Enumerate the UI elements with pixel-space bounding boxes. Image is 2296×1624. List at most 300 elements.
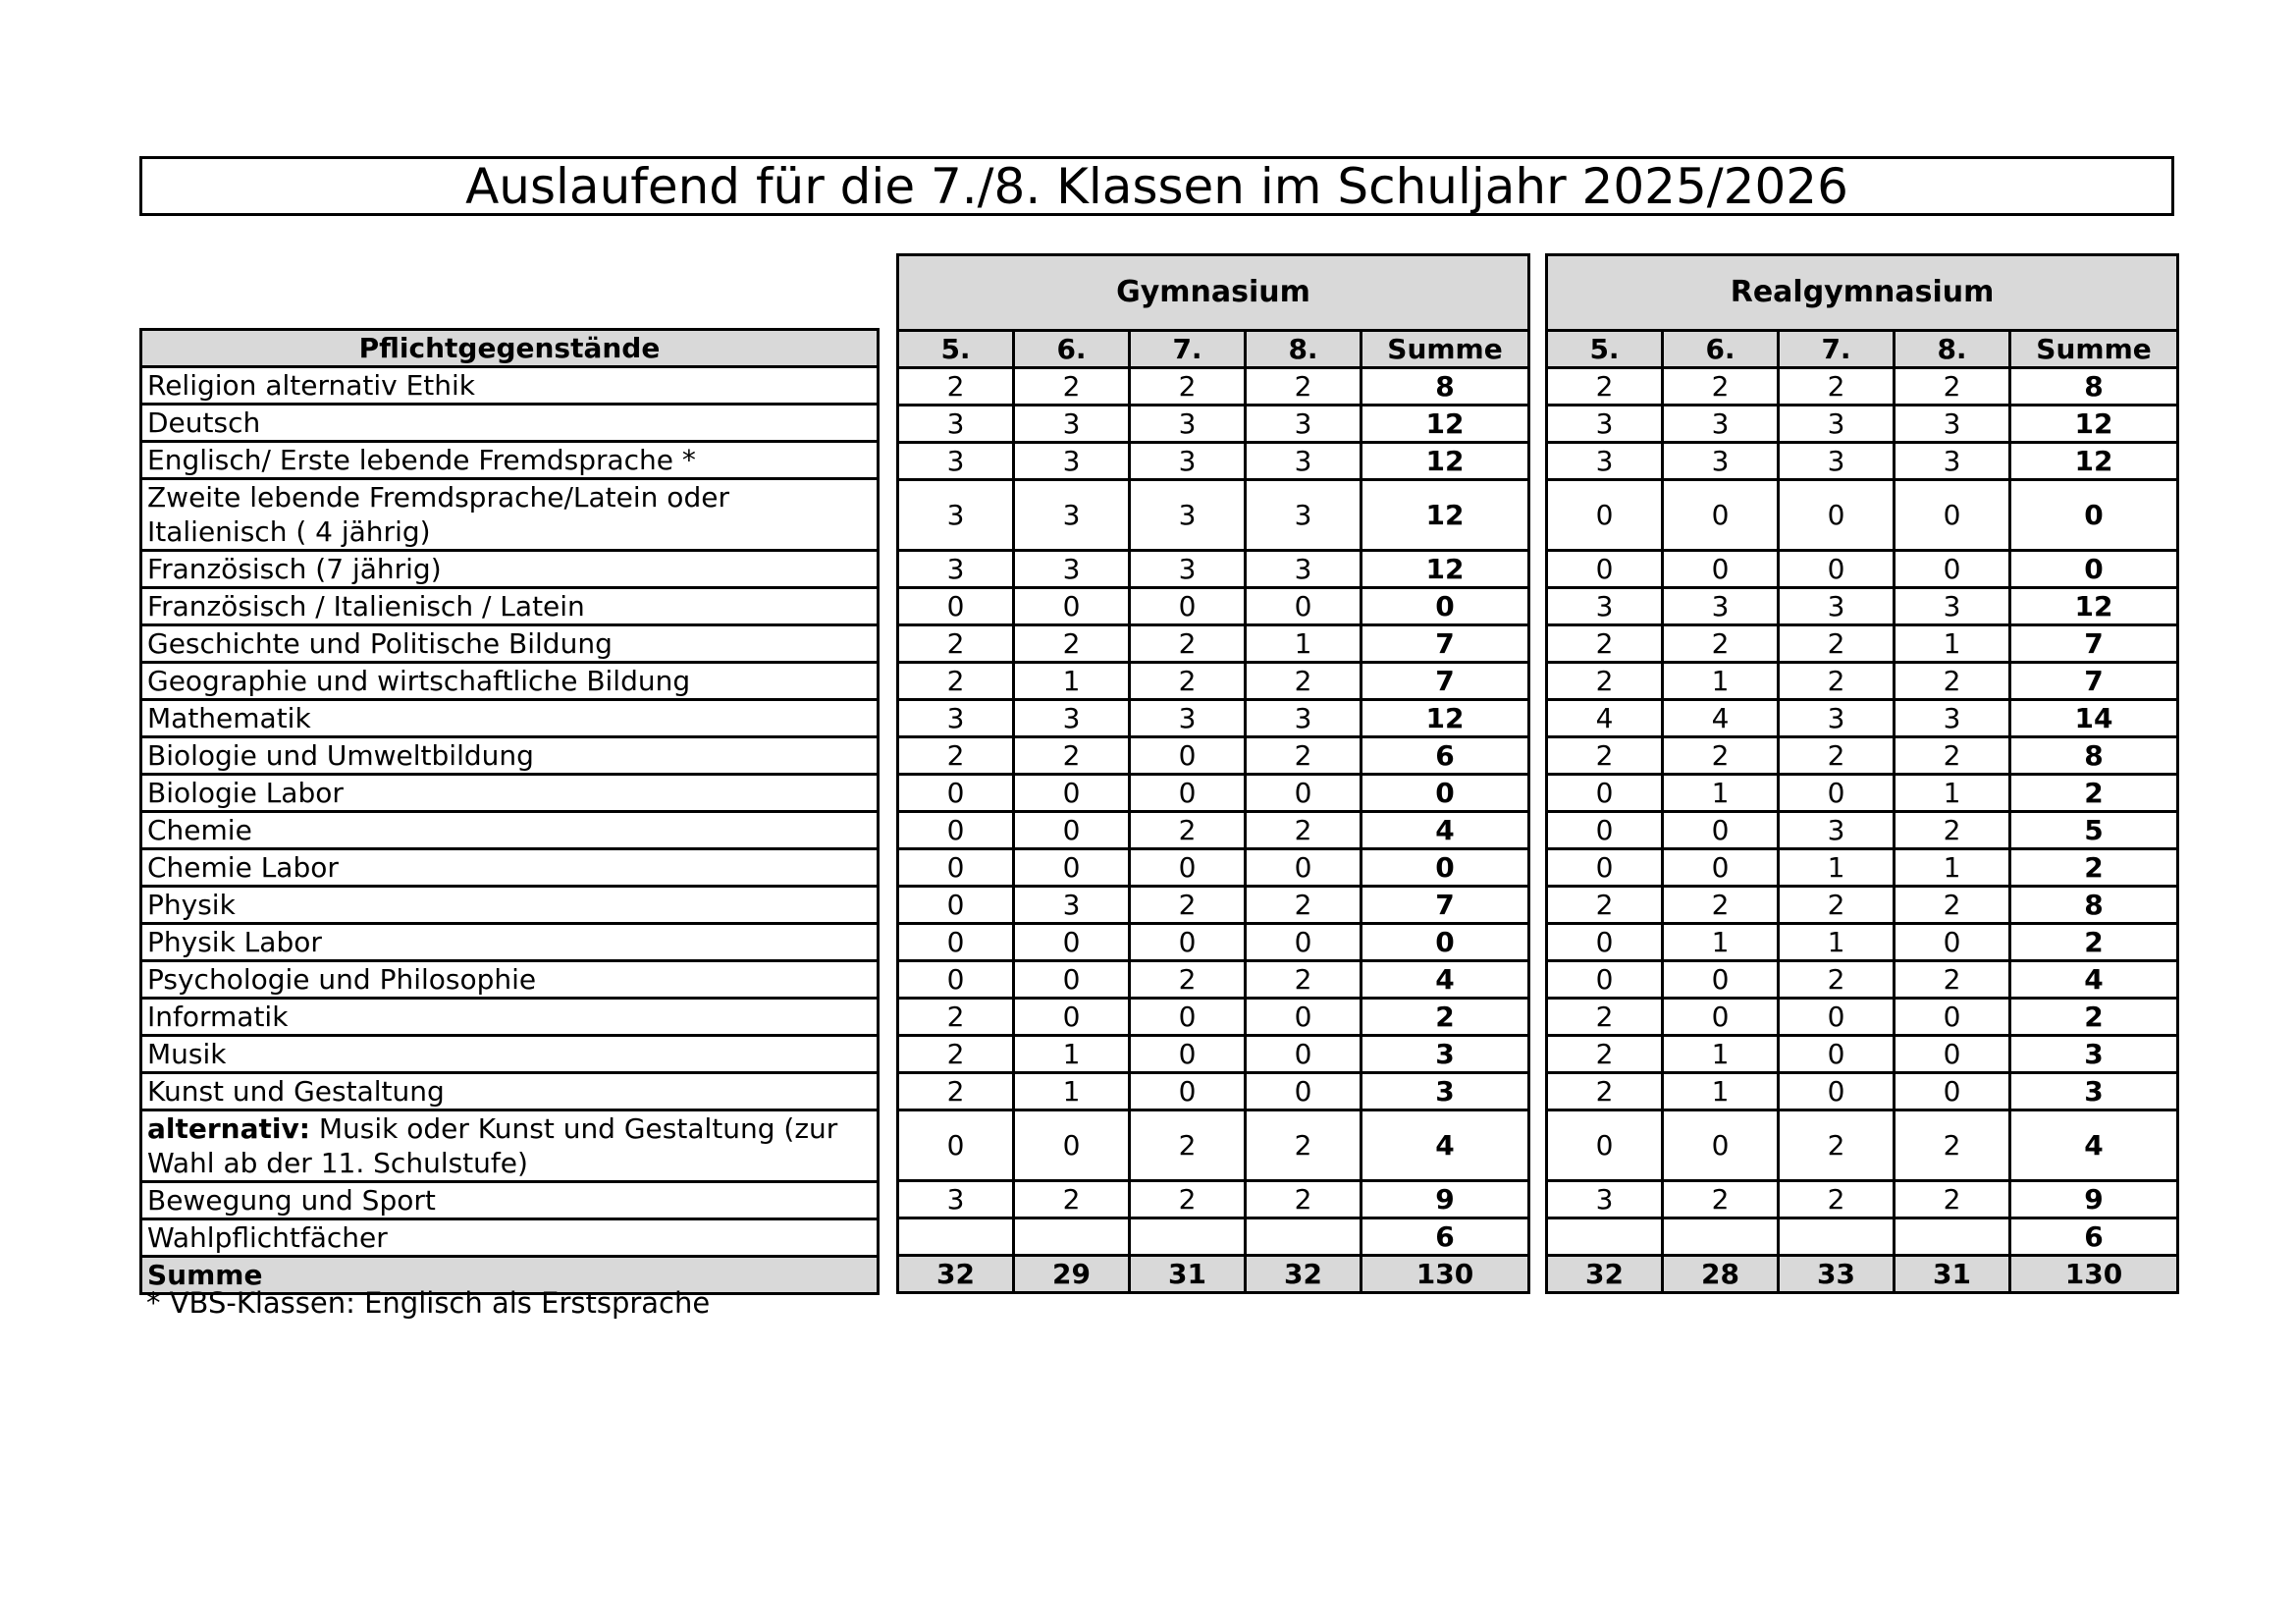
year-header: 6. — [1663, 331, 1779, 368]
hours-cell: 3 — [898, 551, 1014, 588]
hours-cell: 3 — [1014, 406, 1130, 443]
hours-cell: 0 — [898, 961, 1014, 999]
hours-cell: 2 — [898, 1036, 1014, 1073]
subject-label: Deutsch — [147, 406, 261, 439]
hours-cell: 2 — [1895, 887, 2010, 924]
hours-cell: 2 — [1895, 812, 2010, 849]
subject-label: Informatik — [147, 1001, 289, 1033]
year-header: 5. — [898, 331, 1014, 368]
subject-label: Französisch (7 jährig) — [147, 553, 442, 585]
hours-cell: 3 — [1246, 700, 1362, 737]
hours-cell: 0 — [1246, 999, 1362, 1036]
subject-name — [141, 479, 879, 551]
subject-label: Geschichte und Politische Bildung — [147, 627, 613, 660]
sum-cell: 9 — [1362, 1181, 1529, 1218]
sum-cell: 4 — [2010, 1110, 2178, 1181]
hours-cell: 2 — [1547, 625, 1663, 663]
realgymnasium-row — [1547, 588, 2178, 625]
realgymnasium-row — [1547, 1181, 2178, 1218]
hours-cell: 2 — [1246, 1181, 1362, 1218]
total-cell: 32 — [1547, 1256, 1663, 1293]
gymnasium-year-header-row — [898, 331, 1529, 368]
subject-label: Chemie — [147, 814, 252, 846]
realgymnasium-row — [1547, 443, 2178, 480]
hours-cell: 2 — [1547, 368, 1663, 406]
sum-cell: 12 — [1362, 480, 1529, 551]
sum-cell: 6 — [2010, 1218, 2178, 1256]
year-header: 5. — [1547, 331, 1663, 368]
subject-label: Englisch/ Erste lebende Fremdsprache * — [147, 444, 696, 476]
hours-cell: 3 — [898, 480, 1014, 551]
hours-cell: 1 — [1895, 849, 2010, 887]
hours-cell: 2 — [1663, 625, 1779, 663]
hours-cell: 0 — [898, 849, 1014, 887]
gymnasium-total-row — [898, 1256, 1529, 1293]
subject-label: Psychologie und Philosophie — [147, 963, 537, 996]
subject-label: Physik — [147, 889, 236, 921]
hours-cell: 3 — [1014, 480, 1130, 551]
hours-cell: 0 — [1246, 588, 1362, 625]
sum-cell: 12 — [1362, 700, 1529, 737]
subject-row — [141, 1110, 879, 1182]
gymnasium-row — [898, 625, 1529, 663]
realgymnasium-year-header-row — [1547, 331, 2178, 368]
hours-cell: 2 — [1547, 663, 1663, 700]
sum-cell: 4 — [2010, 961, 2178, 999]
total-cell: 130 — [2010, 1256, 2178, 1293]
hours-cell: 2 — [1130, 625, 1246, 663]
gymnasium-row — [898, 961, 1529, 999]
hours-cell: 0 — [1547, 961, 1663, 999]
realgymnasium-row — [1547, 1036, 2178, 1073]
subject-row — [141, 479, 879, 551]
subject-name — [141, 588, 879, 625]
hours-cell — [1246, 1218, 1362, 1256]
hours-cell: 3 — [1130, 406, 1246, 443]
year-header: 6. — [1014, 331, 1130, 368]
hours-cell: 3 — [1246, 480, 1362, 551]
gymnasium-row — [898, 588, 1529, 625]
realgymnasium-row — [1547, 849, 2178, 887]
subject-name — [141, 961, 879, 999]
gymnasium-row — [898, 551, 1529, 588]
year-header: 8. — [1895, 331, 2010, 368]
hours-cell: 2 — [1130, 1181, 1246, 1218]
sum-cell: 0 — [2010, 480, 2178, 551]
hours-cell: 0 — [898, 812, 1014, 849]
subject-label: Musik — [147, 1038, 227, 1070]
hours-cell: 2 — [1014, 737, 1130, 775]
hours-cell: 0 — [1014, 924, 1130, 961]
realgymnasium-row — [1547, 625, 2178, 663]
total-cell: 130 — [1362, 1256, 1529, 1293]
hours-cell: 1 — [1246, 625, 1362, 663]
subject-name — [141, 775, 879, 812]
realgymnasium-row — [1547, 406, 2178, 443]
hours-cell: 0 — [1895, 1036, 2010, 1073]
hours-cell: 3 — [1663, 443, 1779, 480]
hours-cell: 2 — [1663, 1181, 1779, 1218]
gymnasium-row — [898, 1218, 1529, 1256]
hours-cell: 1 — [1663, 924, 1779, 961]
realgymnasium-row — [1547, 1073, 2178, 1110]
gymnasium-title: Gymnasium — [898, 255, 1529, 331]
realgymnasium-row — [1547, 480, 2178, 551]
hours-cell: 2 — [1547, 887, 1663, 924]
hours-cell: 0 — [1130, 737, 1246, 775]
hours-cell: 3 — [1779, 812, 1895, 849]
sum-cell: 6 — [1362, 1218, 1529, 1256]
hours-cell: 0 — [1895, 924, 2010, 961]
hours-cell: 2 — [898, 625, 1014, 663]
sum-cell: 12 — [1362, 406, 1529, 443]
subject-label: Biologie Labor — [147, 777, 344, 809]
hours-cell: 0 — [1779, 999, 1895, 1036]
subject-row — [141, 625, 879, 663]
gymnasium-row — [898, 406, 1529, 443]
subject-row — [141, 999, 879, 1036]
sum-cell: 8 — [2010, 368, 2178, 406]
subject-row — [141, 367, 879, 405]
hours-cell: 0 — [1014, 849, 1130, 887]
subject-row — [141, 775, 879, 812]
subjects-header: Pflichtgegenstände — [141, 330, 879, 367]
sum-cell: 4 — [1362, 1110, 1529, 1181]
gymnasium-row — [898, 480, 1529, 551]
hours-cell: 2 — [898, 1073, 1014, 1110]
total-cell: 31 — [1895, 1256, 2010, 1293]
sum-cell: 2 — [2010, 849, 2178, 887]
hours-cell: 3 — [1779, 588, 1895, 625]
subject-row — [141, 1073, 879, 1110]
hours-cell: 2 — [1130, 961, 1246, 999]
hours-cell: 2 — [1779, 663, 1895, 700]
sum-cell: 12 — [1362, 551, 1529, 588]
hours-cell: 0 — [1663, 1110, 1779, 1181]
sum-cell: 14 — [2010, 700, 2178, 737]
hours-cell: 0 — [1130, 849, 1246, 887]
hours-cell: 0 — [1547, 1110, 1663, 1181]
hours-cell: 0 — [1663, 999, 1779, 1036]
hours-cell: 2 — [1895, 1110, 2010, 1181]
realgymnasium-row — [1547, 551, 2178, 588]
subject-name — [141, 405, 879, 442]
subjects-table — [139, 328, 880, 1295]
hours-cell: 0 — [1895, 480, 2010, 551]
hours-cell: 2 — [1130, 368, 1246, 406]
hours-cell: 0 — [1246, 1073, 1362, 1110]
total-label: Summe — [141, 1257, 879, 1294]
hours-cell: 4 — [1663, 700, 1779, 737]
realgymnasium-total-row — [1547, 1256, 2178, 1293]
hours-cell: 3 — [1547, 406, 1663, 443]
hours-cell: 0 — [1895, 1073, 2010, 1110]
gymnasium-row — [898, 1181, 1529, 1218]
hours-cell: 2 — [898, 368, 1014, 406]
sum-cell: 7 — [1362, 625, 1529, 663]
hours-cell: 1 — [1663, 663, 1779, 700]
gymnasium-row — [898, 924, 1529, 961]
hours-cell: 0 — [1246, 849, 1362, 887]
hours-cell: 0 — [1547, 775, 1663, 812]
subject-row — [141, 551, 879, 588]
hours-cell: 2 — [1130, 663, 1246, 700]
sum-cell: 3 — [2010, 1036, 2178, 1073]
subject-name — [141, 887, 879, 924]
hours-cell: 0 — [1014, 588, 1130, 625]
realgymnasium-row — [1547, 663, 2178, 700]
hours-cell: 1 — [1895, 775, 2010, 812]
hours-cell — [898, 1218, 1014, 1256]
hours-cell: 3 — [1547, 443, 1663, 480]
hours-cell: 3 — [1246, 406, 1362, 443]
hours-cell: 2 — [1663, 368, 1779, 406]
hours-cell: 3 — [1130, 480, 1246, 551]
subject-row — [141, 1036, 879, 1073]
total-cell: 33 — [1779, 1256, 1895, 1293]
hours-cell: 3 — [1014, 887, 1130, 924]
realgymnasium-row — [1547, 812, 2178, 849]
hours-cell: 0 — [1014, 1110, 1130, 1181]
realgymnasium-row — [1547, 775, 2178, 812]
subject-row — [141, 887, 879, 924]
hours-cell: 2 — [1547, 999, 1663, 1036]
hours-cell: 3 — [1130, 700, 1246, 737]
realgymnasium-row — [1547, 999, 2178, 1036]
subject-label: Wahlpflichtfächer — [147, 1221, 388, 1254]
hours-cell: 2 — [1130, 887, 1246, 924]
gymnasium-row — [898, 999, 1529, 1036]
hours-cell: 0 — [1246, 924, 1362, 961]
sum-cell: 5 — [2010, 812, 2178, 849]
hours-cell: 0 — [1779, 551, 1895, 588]
hours-cell: 0 — [898, 1110, 1014, 1181]
hours-cell: 0 — [1130, 924, 1246, 961]
total-cell: 29 — [1014, 1256, 1130, 1293]
hours-cell: 2 — [1779, 1181, 1895, 1218]
hours-cell: 2 — [1246, 961, 1362, 999]
sum-cell: 8 — [2010, 887, 2178, 924]
hours-cell: 2 — [1895, 1181, 2010, 1218]
subject-label: Biologie und Umweltbildung — [147, 739, 534, 772]
hours-cell: 2 — [1130, 1110, 1246, 1181]
hours-cell: 0 — [898, 887, 1014, 924]
hours-cell: 0 — [1014, 812, 1130, 849]
gymnasium-row — [898, 700, 1529, 737]
subject-name — [141, 924, 879, 961]
hours-cell: 0 — [1779, 1073, 1895, 1110]
subject-label: Geographie und wirtschaftliche Bildung — [147, 665, 691, 697]
year-header: Summe — [1362, 331, 1529, 368]
gymnasium-row — [898, 663, 1529, 700]
gymnasium-row — [898, 887, 1529, 924]
subject-row — [141, 924, 879, 961]
hours-cell: 2 — [1779, 737, 1895, 775]
hours-cell: 3 — [1779, 443, 1895, 480]
hours-cell: 0 — [1895, 551, 2010, 588]
hours-cell: 3 — [898, 700, 1014, 737]
sum-cell: 2 — [1362, 999, 1529, 1036]
hours-cell: 3 — [1895, 588, 2010, 625]
subject-row — [141, 1219, 879, 1257]
hours-cell — [1014, 1218, 1130, 1256]
hours-cell: 0 — [1130, 1073, 1246, 1110]
sum-cell: 8 — [2010, 737, 2178, 775]
year-header: 7. — [1130, 331, 1246, 368]
sum-cell: 3 — [1362, 1073, 1529, 1110]
subject-row — [141, 442, 879, 479]
realgymnasium-row — [1547, 1218, 2178, 1256]
total-cell: 28 — [1663, 1256, 1779, 1293]
hours-cell: 0 — [898, 924, 1014, 961]
page-title: Auslaufend für die 7./8. Klassen im Schuljahr 2025/2026 — [139, 156, 2174, 216]
subject-row — [141, 961, 879, 999]
hours-cell: 1 — [1014, 663, 1130, 700]
hours-cell: 2 — [1663, 887, 1779, 924]
gymnasium-row — [898, 849, 1529, 887]
hours-cell: 0 — [1246, 775, 1362, 812]
hours-cell: 0 — [1547, 480, 1663, 551]
hours-cell: 2 — [1663, 737, 1779, 775]
realgymnasium-row — [1547, 700, 2178, 737]
hours-cell: 0 — [1547, 924, 1663, 961]
sum-cell: 7 — [2010, 663, 2178, 700]
realgymnasium-table — [1545, 253, 2179, 1294]
sum-cell: 0 — [1362, 924, 1529, 961]
hours-cell: 3 — [1895, 700, 2010, 737]
hours-cell: 2 — [1014, 1181, 1130, 1218]
footnote: * VBS-Klassen: Englisch als Erstsprache — [146, 1286, 711, 1320]
sum-cell: 7 — [1362, 887, 1529, 924]
gymnasium-row — [898, 368, 1529, 406]
hours-cell: 2 — [1895, 737, 2010, 775]
hours-cell: 0 — [898, 775, 1014, 812]
gymnasium-row — [898, 1036, 1529, 1073]
subject-label: Religion alternativ Ethik — [147, 369, 476, 402]
hours-cell: 2 — [1246, 1110, 1362, 1181]
total-cell: 31 — [1130, 1256, 1246, 1293]
sum-cell: 12 — [2010, 588, 2178, 625]
sum-cell: 12 — [2010, 443, 2178, 480]
hours-cell: 0 — [1014, 961, 1130, 999]
hours-cell: 2 — [898, 737, 1014, 775]
hours-cell: 2 — [1547, 737, 1663, 775]
realgymnasium-row — [1547, 737, 2178, 775]
hours-cell: 0 — [1130, 775, 1246, 812]
hours-cell: 3 — [1130, 443, 1246, 480]
hours-cell: 1 — [1779, 849, 1895, 887]
subject-label: Chemie Labor — [147, 851, 339, 884]
sum-cell: 2 — [2010, 775, 2178, 812]
hours-cell: 2 — [898, 999, 1014, 1036]
subjects-header-row — [141, 330, 879, 367]
hours-cell: 1 — [1663, 775, 1779, 812]
hours-cell: 0 — [1246, 1036, 1362, 1073]
sum-cell: 7 — [1362, 663, 1529, 700]
sum-cell: 0 — [1362, 588, 1529, 625]
hours-cell: 0 — [898, 588, 1014, 625]
sum-cell: 0 — [2010, 551, 2178, 588]
hours-cell: 0 — [1014, 775, 1130, 812]
hours-cell: 3 — [1895, 406, 2010, 443]
hours-cell: 0 — [1130, 1036, 1246, 1073]
subject-name — [141, 700, 879, 737]
hours-cell: 0 — [1130, 999, 1246, 1036]
hours-cell: 2 — [1779, 887, 1895, 924]
subject-label: Zweite lebende Fremdsprache/Latein oder Italienisch ( 4 jährig) — [147, 481, 729, 548]
sum-cell: 8 — [1362, 368, 1529, 406]
hours-cell: 4 — [1547, 700, 1663, 737]
subject-row — [141, 812, 879, 849]
hours-cell: 2 — [1895, 663, 2010, 700]
subject-name — [141, 625, 879, 663]
subject-row — [141, 849, 879, 887]
sum-cell: 4 — [1362, 961, 1529, 999]
subject-label: Kunst und Gestaltung — [147, 1075, 445, 1108]
year-header: 7. — [1779, 331, 1895, 368]
realgymnasium-row — [1547, 924, 2178, 961]
hours-cell: 2 — [1246, 368, 1362, 406]
hours-cell: 0 — [1547, 812, 1663, 849]
hours-cell: 1 — [1663, 1073, 1779, 1110]
hours-cell: 2 — [1895, 961, 2010, 999]
hours-cell: 1 — [1663, 1036, 1779, 1073]
hours-cell: 0 — [1779, 775, 1895, 812]
subject-name — [141, 442, 879, 479]
subject-row — [141, 588, 879, 625]
subject-name — [141, 551, 879, 588]
hours-cell: 3 — [1779, 406, 1895, 443]
realgymnasium-title: Realgymnasium — [1547, 255, 2178, 331]
subject-name — [141, 1182, 879, 1219]
hours-cell: 3 — [1130, 551, 1246, 588]
hours-cell: 0 — [1895, 999, 2010, 1036]
gymnasium-table — [896, 253, 1530, 1294]
hours-cell: 0 — [1547, 849, 1663, 887]
subject-name — [141, 1036, 879, 1073]
hours-cell: 3 — [1014, 551, 1130, 588]
sum-cell: 0 — [1362, 775, 1529, 812]
hours-cell: 0 — [1547, 551, 1663, 588]
hours-cell — [1130, 1218, 1246, 1256]
hours-cell: 2 — [1246, 887, 1362, 924]
gymnasium-row — [898, 737, 1529, 775]
realgymnasium-row — [1547, 887, 2178, 924]
hours-cell: 0 — [1130, 588, 1246, 625]
hours-cell: 0 — [1663, 480, 1779, 551]
hours-cell: 0 — [1779, 480, 1895, 551]
hours-cell: 2 — [1779, 625, 1895, 663]
hours-cell: 2 — [1014, 625, 1130, 663]
total-cell: 32 — [898, 1256, 1014, 1293]
hours-cell: 3 — [1246, 443, 1362, 480]
sum-cell: 6 — [1362, 737, 1529, 775]
subject-row — [141, 700, 879, 737]
subject-row — [141, 1182, 879, 1219]
gymnasium-row — [898, 1110, 1529, 1181]
hours-cell: 2 — [1246, 737, 1362, 775]
realgymnasium-row — [1547, 368, 2178, 406]
hours-cell: 3 — [1779, 700, 1895, 737]
realgymnasium-row — [1547, 961, 2178, 999]
hours-cell: 2 — [1895, 368, 2010, 406]
total-cell: 32 — [1246, 1256, 1362, 1293]
subject-name — [141, 663, 879, 700]
hours-cell: 3 — [1246, 551, 1362, 588]
subject-label: Physik Labor — [147, 926, 322, 958]
sum-cell: 12 — [2010, 406, 2178, 443]
subject-row — [141, 663, 879, 700]
